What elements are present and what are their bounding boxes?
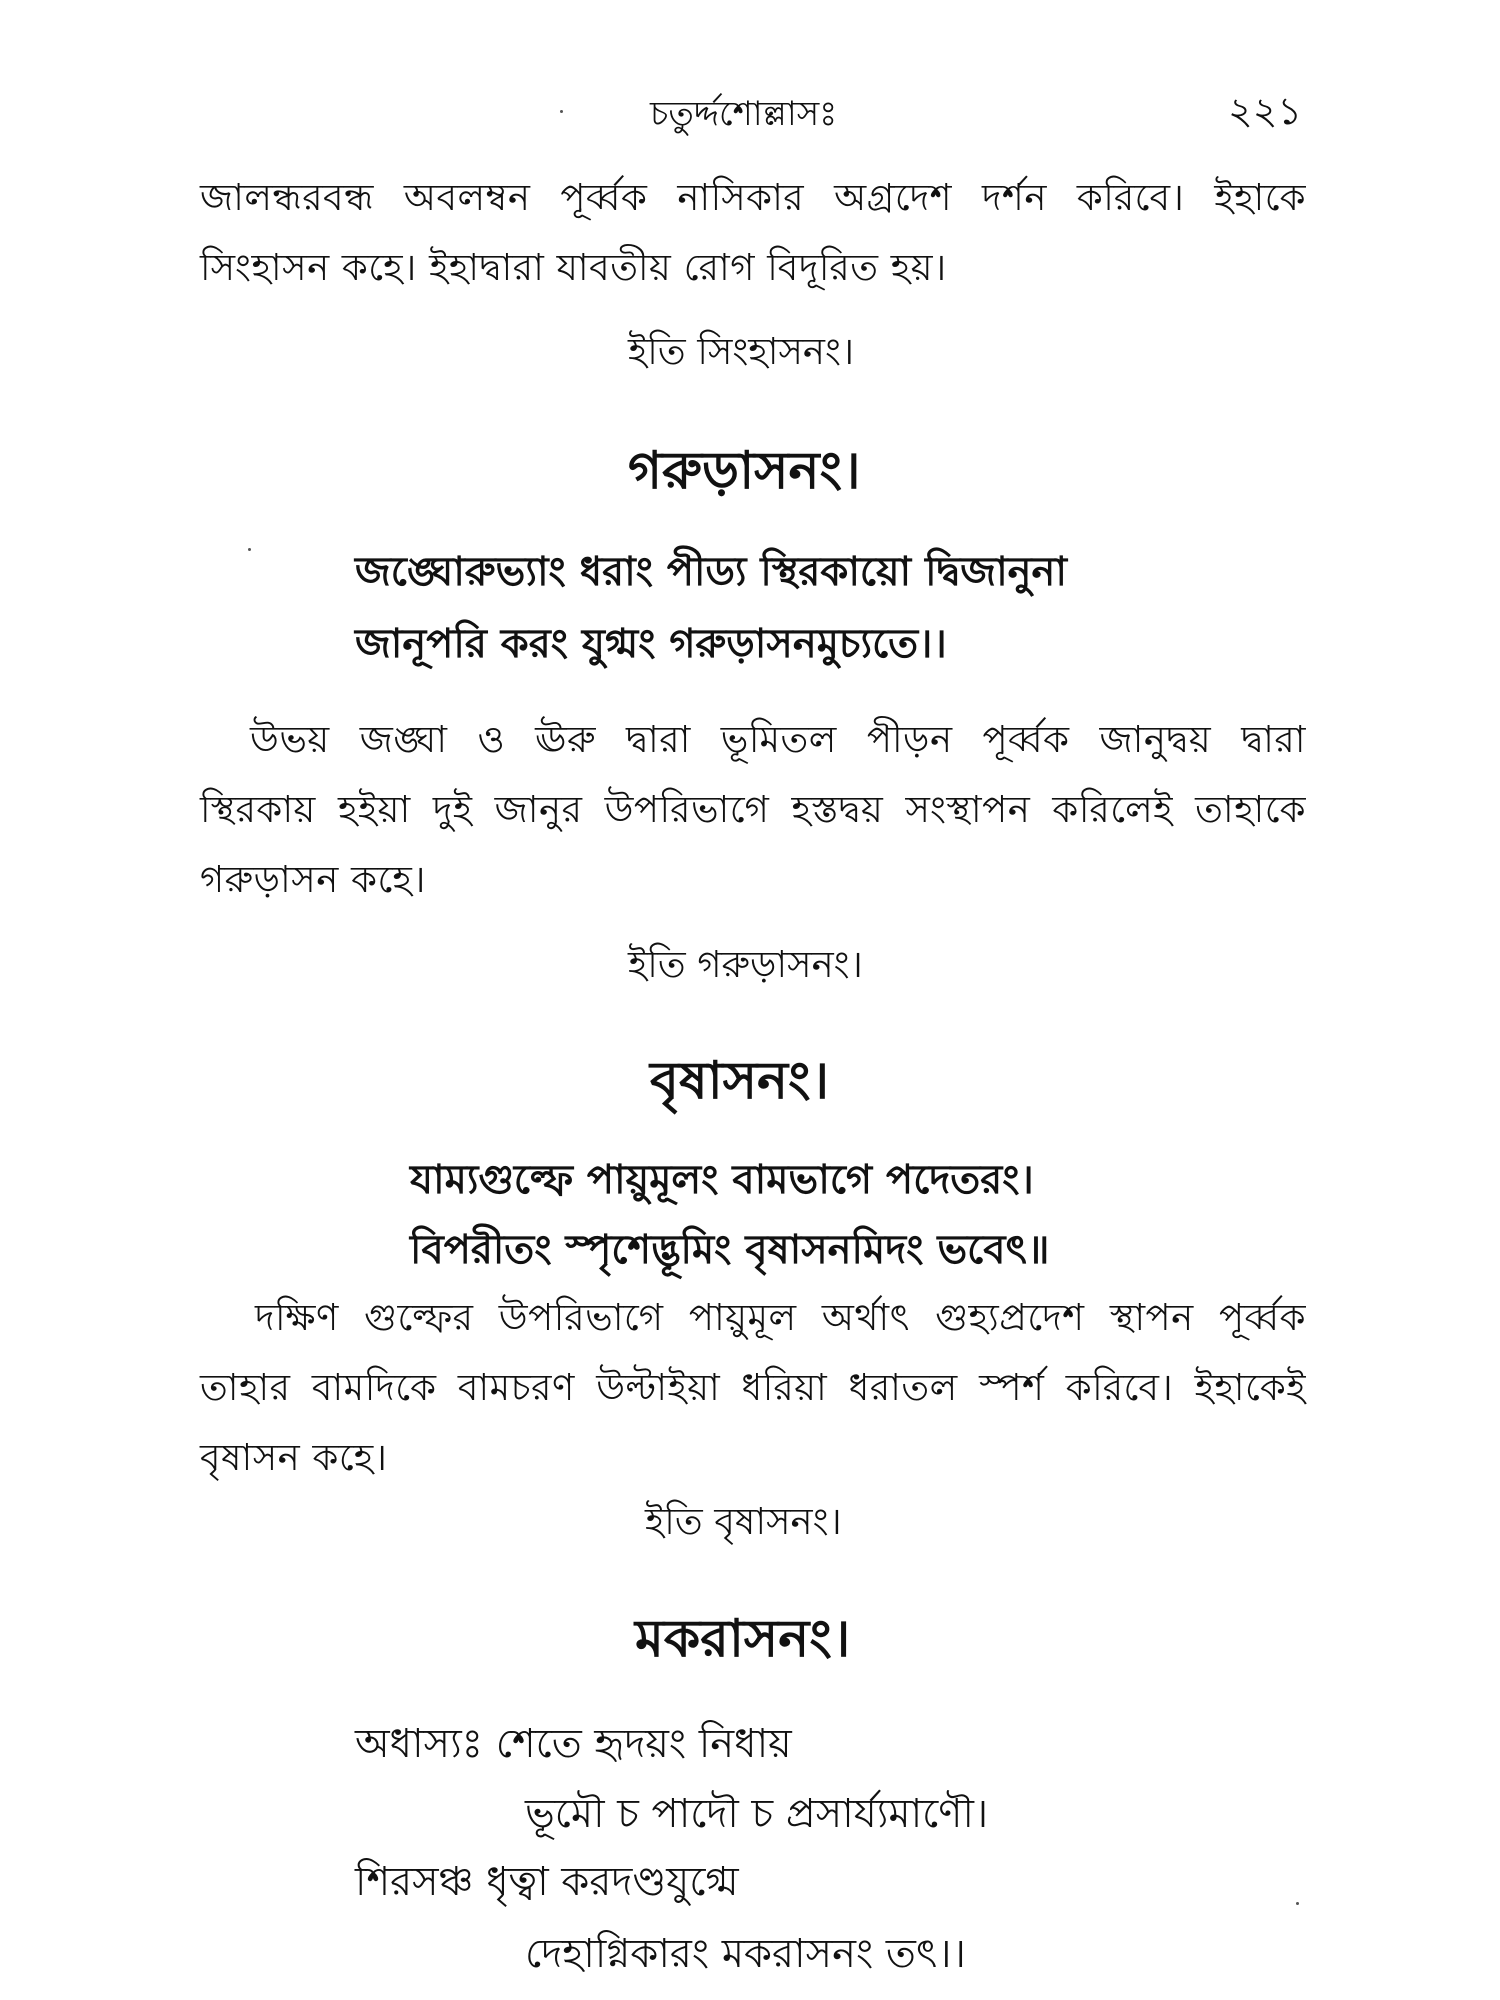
paragraph-line: তাহার বামদিকে বামচরণ উল্টাইয়া ধরিয়া ধরাতল স্পর্শ করিবে। ইহাকেই: [200, 1366, 1306, 1409]
running-header: চতুর্দ্দশোল্লাসঃ: [650, 94, 838, 134]
verse-line: শিরসঞ্চ ধৃত্বা করদণ্ডযুগ্মে: [355, 1859, 739, 1905]
paragraph-line: সিংহাসন কহে। ইহাদ্বারা যাবতীয় রোগ বিদূরিত হয়।: [200, 246, 947, 289]
verse-line: জঙ্ঘোরুভ্যাং ধরাং পীড্য স্থিরকায়ো দ্বিজানুনা: [355, 549, 1068, 595]
verse-line: যাম্যগুল্ফে পায়ুমূলং বামভাগে পদেতরং।: [410, 1157, 1034, 1203]
section-ending: ইতি সিংহাসনং।: [628, 330, 855, 373]
verse-line: ভূমৌ চ পাদৌ চ প্রসার্য্যমাণৌ।: [525, 1791, 989, 1837]
page-number: ২২১: [1228, 89, 1303, 133]
section-heading: গরুড়াসনং।: [628, 441, 861, 501]
verse-line: দেহাগ্নিকারং মকরাসনং তৎ।।: [525, 1931, 966, 1977]
verse-line: জানূপরি করং যুগ্মং গরুড়াসনমুচ্যতে।।: [355, 621, 947, 667]
scan-speck: [560, 110, 563, 113]
section-heading: মকরাসনং।: [635, 1609, 851, 1669]
section-heading: বৃষাসনং।: [650, 1051, 830, 1111]
paragraph-line: দক্ষিণ গুল্ফের উপরিভাগে পায়ুমূল অর্থাৎ গুহ্যপ্রদেশ স্থাপন পূর্ব্বক: [255, 1296, 1306, 1339]
verse-line: অধাস্যঃ শেতে হৃদয়ং নিধায়: [355, 1721, 792, 1767]
section-ending: ইতি বৃষাসনং।: [645, 1500, 842, 1543]
section-ending: ইতি গরুড়াসনং।: [628, 943, 863, 986]
scan-speck: [1296, 1902, 1299, 1905]
paragraph-line: উভয় জঙ্ঘা ও ঊরু দ্বারা ভূমিতল পীড়ন পূর্ব্বক জানুদ্বয় দ্বারা: [250, 718, 1306, 761]
paragraph-line: বৃষাসন কহে।: [200, 1436, 388, 1479]
paragraph-line: গরুড়াসন কহে।: [200, 858, 426, 901]
verse-line: বিপরীতং স্পৃশেদ্ভূমিং বৃষাসনমিদং ভবেৎ॥: [410, 1227, 1050, 1273]
scan-speck: [248, 548, 251, 551]
paragraph-line: জালন্ধরবন্ধ অবলম্বন পূর্ব্বক নাসিকার অগ্রদেশ দর্শন করিবে। ইহাকে: [200, 176, 1306, 219]
paragraph-line: স্থিরকায় হইয়া দুই জানুর উপরিভাগে হস্তদ্বয় সংস্থাপন করিলেই তাহাকে: [200, 788, 1306, 831]
